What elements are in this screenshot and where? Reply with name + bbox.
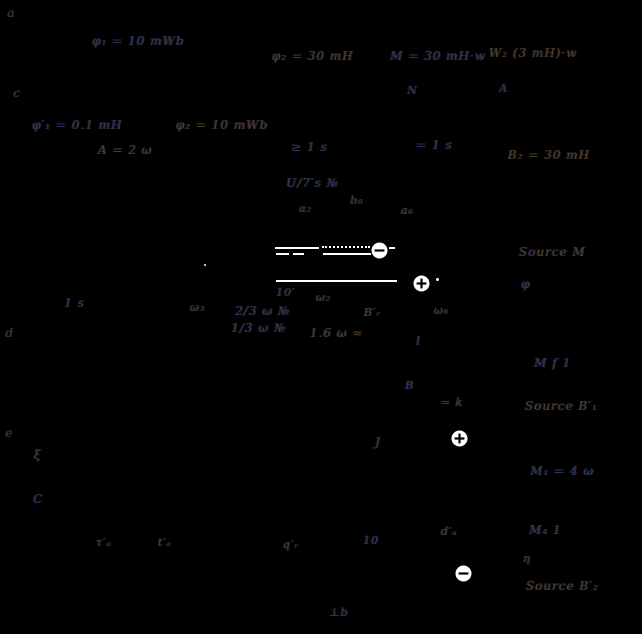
b0-point: b₀ [350, 194, 364, 207]
w2-label: W₂ (3 mH)·w [489, 46, 578, 60]
n-mark: N [407, 84, 418, 97]
w2-point: ω₂ [316, 291, 332, 304]
panel-label-e: e [5, 426, 13, 440]
m4-1-label: M₄ 1 [529, 523, 562, 537]
source-b2-label: Source B′₂ [526, 579, 599, 593]
a-mark: A [499, 82, 508, 95]
field-line-top-dotted [322, 246, 370, 248]
flux-2-label: φ₂ = 30 mH [272, 49, 354, 63]
ge-1s-label: ≥ 1 s [291, 140, 328, 154]
flux-2b-label: φ₂ = 10 mWb [176, 118, 269, 132]
m1-4w-label: M₁ = 4 ω [530, 464, 595, 478]
c-mark: C [33, 492, 44, 506]
eq-k-mark: = k [441, 396, 464, 409]
br-point: B′ᵣ [364, 306, 382, 319]
w6-point: ω₆ [434, 304, 450, 317]
field-line-mid-seg3 [323, 253, 371, 255]
mf1-label: M f 1 [534, 356, 571, 370]
a6-point: a₆ [401, 204, 414, 217]
b2-label: B₂ = 30 mH [508, 148, 591, 162]
field-line-mid-seg2 [293, 253, 304, 255]
flux-1-label: φ₁ = 10 mWb [92, 34, 185, 48]
j-mark: J [375, 435, 381, 449]
ell-mark: l [416, 334, 421, 348]
point-dot-right [436, 278, 439, 281]
ten-tick: 10 [363, 534, 379, 547]
frac-13-label: 1/3 ω № [231, 321, 287, 335]
t-a-tick: t′ₐ [158, 536, 173, 549]
field-line-top-solid [275, 247, 319, 249]
phi-mark: φ [521, 277, 531, 291]
eq-1s-label: = 1 s [416, 138, 453, 152]
field-line-top-stub [389, 247, 395, 249]
plus-charge-icon-1 [413, 275, 430, 292]
ten-prime-label: 10′ [276, 286, 296, 299]
plus-charge-icon-2 [451, 430, 468, 447]
tau-a-tick: τ′ₐ [96, 536, 112, 549]
a-2w-label: A = 2 ω [98, 143, 153, 157]
panel-label-a: a [7, 6, 15, 20]
mutual-label: M = 30 mH·w [390, 49, 486, 63]
panel-label-d: d [5, 326, 13, 340]
q-r-tick: q′ᵣ [283, 538, 300, 551]
minus-charge-icon-1 [371, 242, 388, 259]
minus-charge-icon-2 [455, 565, 472, 582]
xi-mark: ξ [34, 448, 42, 462]
field-line-bottom [276, 280, 397, 282]
eta-mark: η [523, 552, 531, 565]
a2-point: a₂ [299, 202, 312, 215]
field-line-mid-seg1 [276, 253, 289, 255]
b-mark: B [405, 379, 415, 392]
point-dot-left [204, 264, 206, 266]
da-tick: d′ₐ [441, 525, 458, 538]
perp-b-mark: ⊥b [329, 606, 349, 619]
one-s-label: 1 s [64, 296, 85, 310]
source-b1-label: Source B′₁ [525, 399, 598, 413]
flux-1p-label: φ′₁ = 0.1 mH [32, 118, 123, 132]
source-m-label: Source M [519, 245, 586, 259]
panel-label-c: c [13, 86, 20, 100]
u7s-label: U/7′s № [286, 176, 339, 190]
frac-23-label: 2/3 ω № [235, 304, 291, 318]
one-6w-label: 1.6 ω ≈ [310, 326, 364, 340]
w3-point: ω₃ [190, 301, 206, 314]
